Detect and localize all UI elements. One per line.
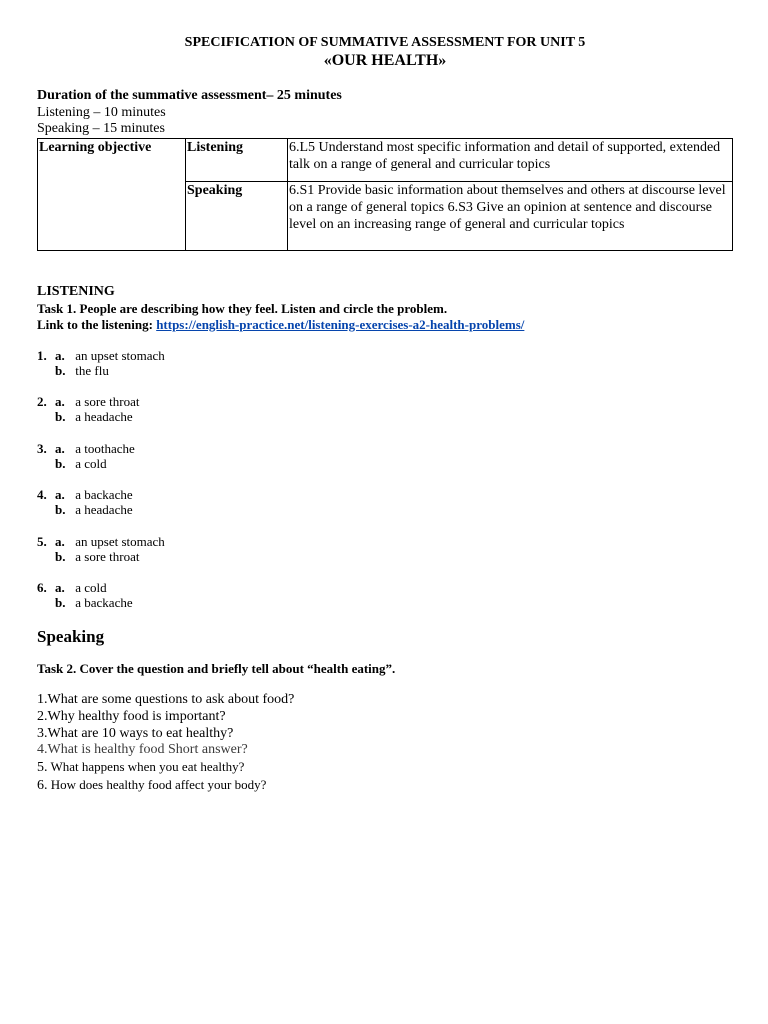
skill-cell-speaking: Speaking [186,182,288,251]
question-text: What happens when you eat healthy? [47,759,245,775]
list-item: 4.What is healthy food Short answer? [37,742,248,758]
table-row [38,139,733,182]
option-a[interactable] [55,441,135,457]
listening-link-line [37,317,524,333]
option-letter: a. [55,348,65,363]
option-text: a headache [75,502,133,518]
option-letter: b. [55,502,66,518]
unit-subtitle: «OUR HEALTH» [323,52,447,69]
option-a[interactable] [55,348,165,364]
option-a[interactable] [55,487,133,503]
speaking-duration: Speaking – 15 minutes [37,121,165,136]
option-text: a backache [75,487,133,503]
option-a[interactable] [55,534,165,550]
option-a[interactable] [55,394,140,410]
option-text: a toothache [75,440,135,456]
task1-instruction: Task 1. People are describing how they feel. Listen and circle the problem. [37,301,448,316]
duration-heading: Duration of the summative assessment– 25 minutes [37,88,342,103]
option-letter: a. [55,440,65,456]
list-item: 3.What are 10 ways to eat healthy? [37,725,234,741]
option-b[interactable] [55,456,107,472]
link-label: Link to the listening: [37,317,157,332]
option-letter: b. [55,363,66,378]
option-letter: a. [55,487,65,503]
option-text: a backache [75,594,133,610]
list-item [37,777,294,795]
option-b[interactable] [55,502,133,518]
list-item: 2.Why healthy food is important? [37,708,226,724]
learning-objectives-table [37,138,733,251]
option-b[interactable] [55,549,140,565]
question-text: How does healthy food affect your body? [47,776,267,792]
option-text: a sore throat [75,394,140,410]
option-text: the flu [75,363,109,378]
list-item [37,759,294,777]
question-number: 4. [37,487,47,503]
option-text: a headache [75,409,133,425]
option-letter: b. [55,548,66,564]
learning-objective-header: Learning objective [38,139,186,251]
option-text: an upset stomach [75,348,165,363]
listening-duration: Listening – 10 minutes [37,105,166,120]
document-title: SPECIFICATION OF SUMMATIVE ASSESSMENT FOR UNIT 5 [184,35,586,50]
option-a[interactable] [55,580,107,596]
option-b[interactable] [55,363,109,379]
option-letter: b. [55,409,66,425]
speaking-questions [37,692,294,795]
option-letter: b. [55,594,66,610]
option-letter: a. [55,394,65,410]
option-text: an upset stomach [75,533,165,549]
task2-instruction: Task 2. Cover the question and briefly tell about “health eating”. [37,661,396,676]
option-letter: a. [55,579,65,595]
question-number: 1. [37,348,47,363]
question-number: 5. [37,533,47,549]
speaking-heading: Speaking [37,627,105,646]
question-number: 3. [37,440,47,456]
option-b[interactable] [55,595,133,611]
listening-link[interactable]: https://english-practice.net/listening-exercises-a2-health-problems/ [156,317,525,332]
skill-cell-listening: Listening [186,139,288,182]
option-text: a cold [75,455,107,471]
question-number: 5. [37,760,48,776]
option-b[interactable] [55,409,133,425]
option-text: a cold [75,579,107,595]
option-letter: b. [55,455,66,471]
question-number: 2. [37,394,47,410]
listening-heading: LISTENING [37,284,115,299]
list-item: 1.What are some questions to ask about food? [37,692,295,707]
objective-text-speaking: 6.S1 Provide basic information about themselves and others at discourse level on a range of general topics 6.S3 Give an opinion at sentence and discourse level on an increasing range of general and curricular topics [288,182,733,251]
question-number: 6. [37,777,48,793]
option-letter: a. [55,533,65,549]
question-number: 6. [37,579,47,595]
option-text: a sore throat [75,548,140,564]
objective-text-listening: 6.L5 Understand most specific information and detail of supported, extended talk on a range of general and curricular topics [288,139,733,182]
